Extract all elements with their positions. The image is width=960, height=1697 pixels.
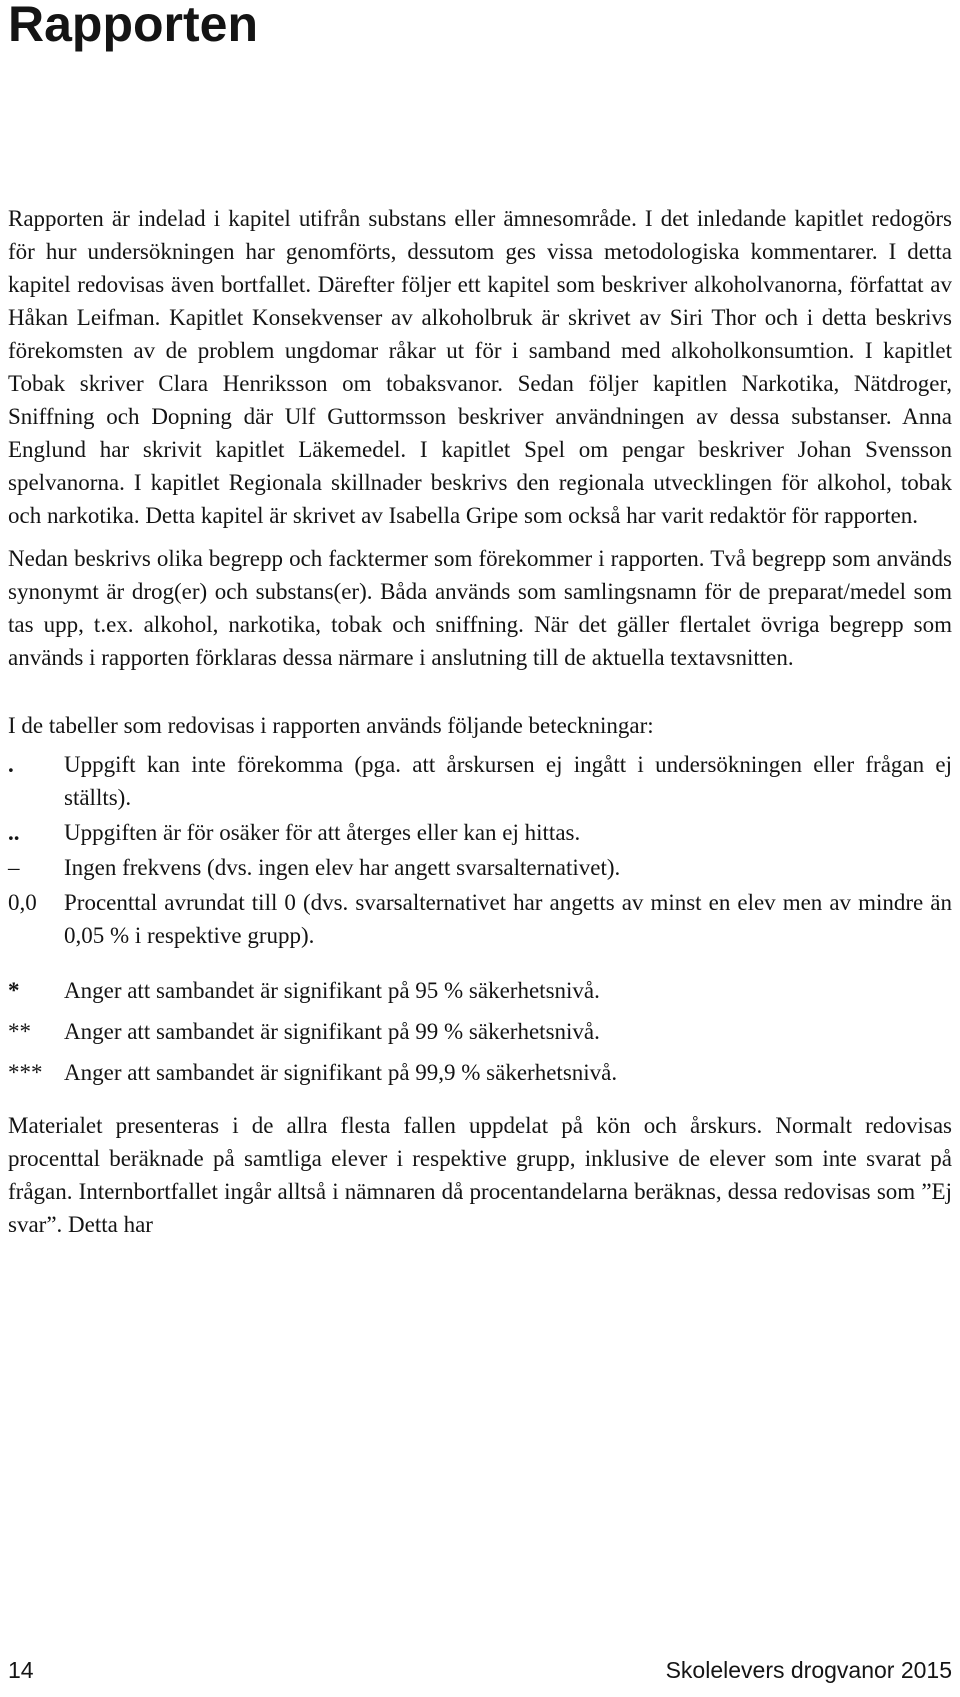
publication-title: Skolelevers drogvanor 2015 xyxy=(665,1657,952,1683)
legend-item xyxy=(8,851,952,884)
significance-item xyxy=(8,1015,952,1048)
legend-item xyxy=(8,748,952,814)
significance-description: Anger att sambandet är signifikant på 99,9 % säkerhetsnivå. xyxy=(64,1060,618,1085)
significance-symbol: * xyxy=(8,978,20,1003)
legend-symbol: .. xyxy=(8,820,20,845)
page-title: Rapporten xyxy=(8,0,258,52)
significance-item xyxy=(8,974,952,1007)
significance-symbol: ** xyxy=(8,1019,31,1044)
legend-description: Uppgiften är för osäker för att återges eller kan ej hittas. xyxy=(64,820,581,845)
legend-item xyxy=(8,816,952,849)
significance-description: Anger att sambandet är signifikant på 95 % säkerhetsnivå. xyxy=(64,978,600,1003)
notation-legend-list xyxy=(8,748,952,952)
page-number: 14 xyxy=(8,1657,34,1683)
legend-symbol: – xyxy=(8,855,20,880)
significance-legend-list xyxy=(8,974,952,1089)
significance-symbol: *** xyxy=(8,1060,43,1085)
document-body xyxy=(8,202,952,1241)
legend-intro-paragraph: I de tabeller som redovisas i rapporten används följande beteckningar: xyxy=(8,713,654,738)
legend-item xyxy=(8,886,952,952)
legend-description: Uppgift kan inte förekomma (pga. att årskursen ej ingått i undersökningen eller frågan ej ställts). xyxy=(64,752,952,810)
closing-paragraph: Materialet presenteras i de allra flesta fallen uppdelat på kön och årskurs. Normalt redovisas procenttal beräknade på samtliga elever i respektive grupp, inklusive de elever som inte svarat på frågan. Internbortfallet ingår alltså i nämnaren då procentandelarna beräknas, dessa redovisas som ”Ej svar”. Detta har xyxy=(8,1113,952,1237)
significance-description: Anger att sambandet är signifikant på 99 % säkerhetsnivå. xyxy=(64,1019,600,1044)
legend-description: Procenttal avrundat till 0 (dvs. svarsalternativet har angetts av minst en elev men av mindre än 0,05 % i respektive grupp). xyxy=(64,890,952,948)
intro-paragraph: Rapporten är indelad i kapitel utifrån substans eller ämnesområde. I det inledande kapitlet redogörs för hur undersökningen har genomförts, dessutom ges vissa metodologiska kommentarer. I detta kapitel redovisas även bortfallet. Därefter följer ett kapitel som beskriver alkoholvanorna, författat av Håkan Leifman. Kapitlet Konsekvenser av alkoholbruk är skrivet av Siri Thor och i detta beskrivs förekomsten av de problem ungdomar råkar ut för i samband med alkoholkonsumtion. I kapitlet Tobak skriver Clara Henriksson om tobaksvanor. Sedan följer kapitlen Narkotika, Nätdroger, Sniffning och Dopning där Ulf Guttormsson beskriver användningen av dessa substanser. Anna Englund har skrivit kapitlet Läkemedel. I kapitlet Spel om pengar beskriver Johan Svensson spelvanorna. I kapitlet Regionala skillnader beskrivs den regionala utvecklingen för alkohol, tobak och narkotika. Detta kapitel är skrivet av Isabella Gripe som också har varit redaktör för rapporten. xyxy=(8,206,952,528)
legend-symbol: . xyxy=(8,752,14,777)
legend-description: Ingen frekvens (dvs. ingen elev har angett svarsalternativet). xyxy=(64,855,621,880)
significance-item xyxy=(8,1056,952,1089)
page-footer xyxy=(8,1655,952,1685)
terms-paragraph: Nedan beskrivs olika begrepp och facktermer som förekommer i rapporten. Två begrepp som används synonymt är drog(er) och substans(er). Båda används som samlingsnamn för de preparat/medel som tas upp, t.ex. alkohol, narkotika, tobak och sniffning. När det gäller flertalet övriga begrepp som används i rapporten förklaras dessa närmare i anslutning till de aktuella textavsnitten. xyxy=(8,546,952,670)
legend-symbol: 0,0 xyxy=(8,890,37,915)
